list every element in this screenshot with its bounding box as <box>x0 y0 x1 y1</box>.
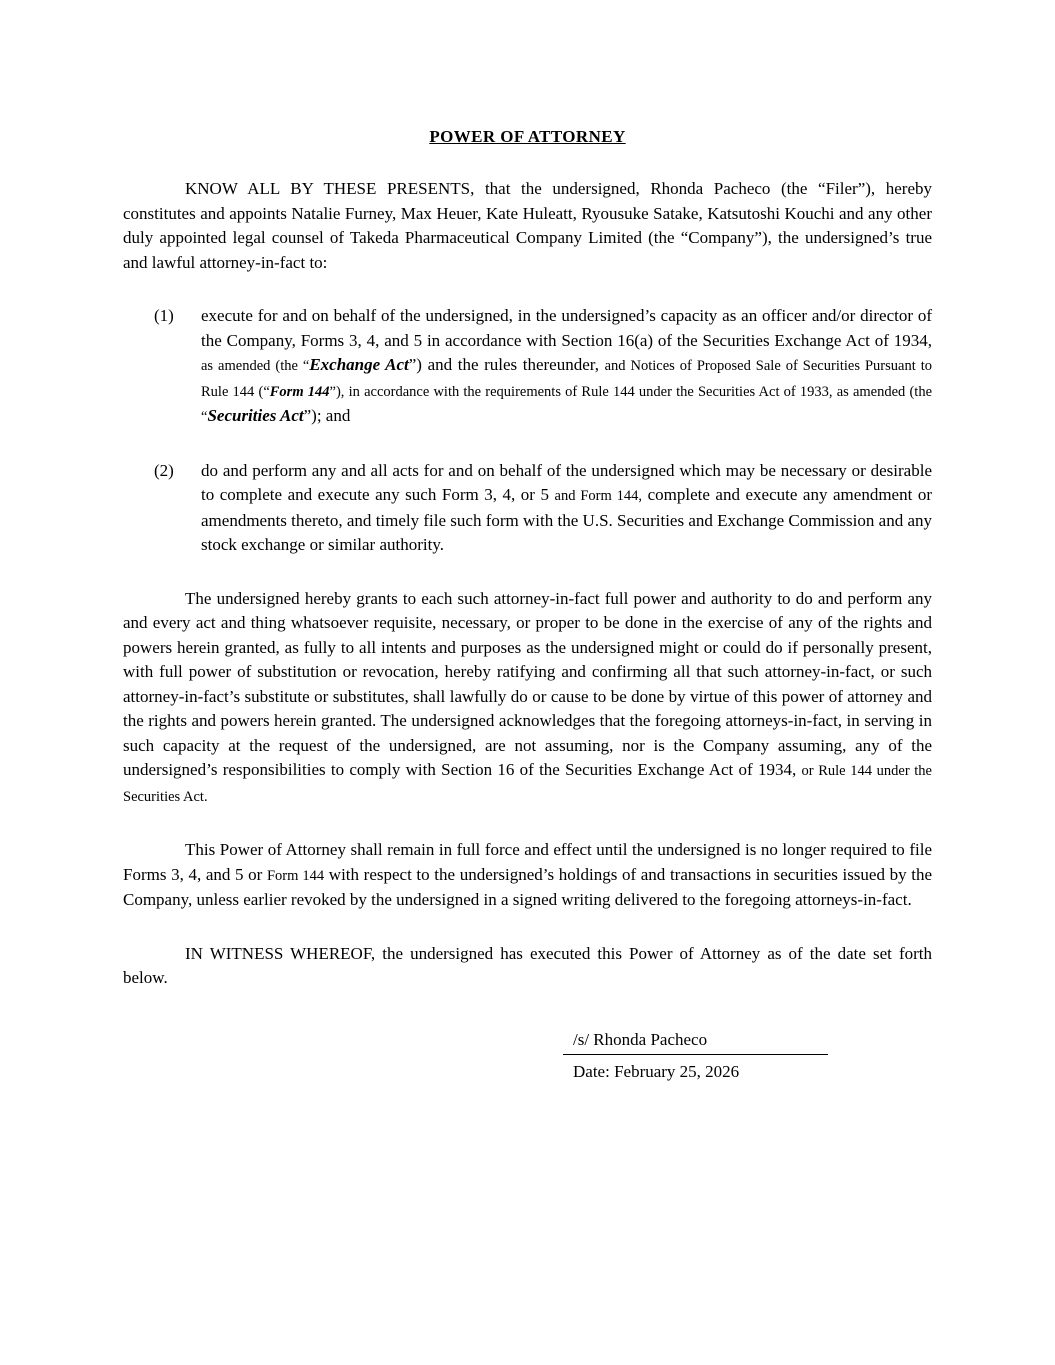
signature-date: Date: February 25, 2026 <box>573 1061 740 1081</box>
list-item-2-text: do and perform any and all acts for and on behalf of the undersigned which may be necessary or desirable to complete and execute any such Form 3, 4, or 5 and Form 144, complete and execute any amendment or amendments thereto, and timely file such form with the U.S. Securities and Exchange Commission and any stock exchange or similar authority. <box>201 460 933 554</box>
list-item-2-number: (2) <box>154 460 174 480</box>
list-item-1-text: execute for and on behalf of the undersigned, in the undersigned’s capacity as an officer and/or director of the Company, Forms 3, 4, and 5 in accordance with Section 16(a) of the Securities Exchange Act of 1934, as amended (the “Exchange Act”) and the rules thereunder, and Notices of Proposed Sale of Securities Pursuant to Rule 144 (“Form 144”), in accordance with the requirements of Rule 144 under the Securities Act of 1933, as amended (the “Securities Act”); and <box>201 306 933 425</box>
list-item-1-number: (1) <box>154 306 174 325</box>
grant-paragraph: The undersigned hereby grants to each such attorney-in-fact full power and authority to do and perform any and every act and thing whatsoever requisite, necessary, or proper to be done in the exercise of any of the rights and powers herein granted, as fully to all intents and purposes as the undersigned might or could do if personally present, with full power of substitution or revocation, hereby ratifying and confirming all that such attorney-in-fact, or such attorney-in-fact’s substitute or substitutes, shall lawfully do or cause to be done by virtue of this power of attorney and the rights and powers herein granted. The undersigned acknowledges that the foregoing attorneys-in-fact, in serving in such capacity at the request of the undersigned, are not assuming, nor is the Company assuming, any of the undersigned’s responsibilities to comply with Section 16 of the Securities Exchange Act of 1934, or Rule 144 under the Securities Act. <box>123 588 932 805</box>
list-item-2 <box>123 459 932 558</box>
signature-name: /s/ Rhonda Pacheco <box>563 1029 828 1055</box>
document-title-text: POWER OF ATTORNEY <box>429 127 626 146</box>
intro-paragraph: KNOW ALL BY THESE PRESENTS, that the undersigned, Rhonda Pacheco (the “Filer”), hereby constitutes and appoints Natalie Furney, Max Heuer, Kate Huleatt, Ryousuke Satake, Katsutoshi Kouchi and any other duly appointed legal counsel of Takeda Pharmaceutical Company Limited (the “Company”), the undersigned’s true and lawful attorney-in-fact to: <box>123 179 932 272</box>
witness-paragraph: IN WITNESS WHEREOF, the undersigned has executed this Power of Attorney as of the date set forth below. <box>123 943 932 987</box>
duration-paragraph: This Power of Attorney shall remain in full force and effect until the undersigned is no longer required to file Forms 3, 4, and 5 or Form 144 with respect to the undersigned’s holdings of and transactions in securities issued by the Company, unless earlier revoked by the undersigned in a signed writing delivered to the foregoing attorneys-in-fact. <box>123 840 933 909</box>
list-item-1 <box>123 304 932 430</box>
signature-block <box>563 1029 932 1083</box>
document-title <box>123 127 932 147</box>
